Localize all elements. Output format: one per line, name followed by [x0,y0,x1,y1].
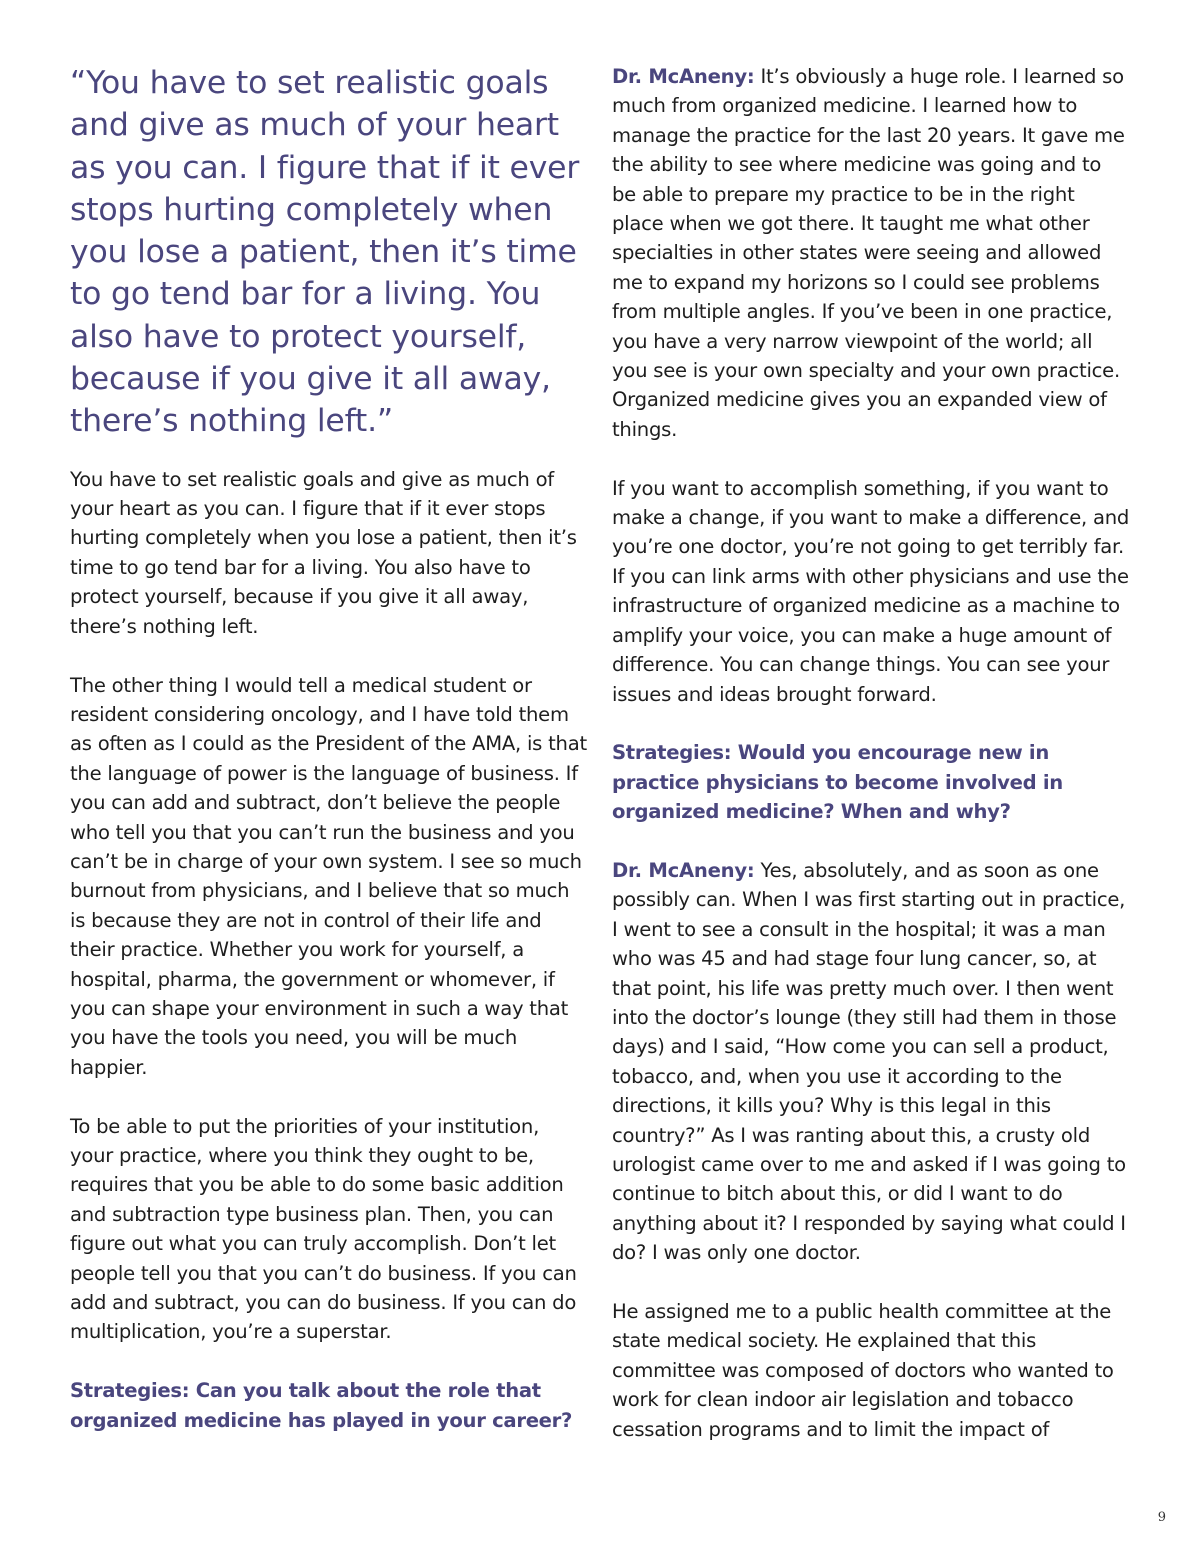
answer-text: It’s obviously a huge role. I learned so much from organized medicine. I learned how to manage the practice for the last 20 years. It gave me the ability to see where medicine was going and to be able to prepare my practice to be in the right place when we got there. It taught me what other specialties in other states were seeing and allowed me to expand my horizons so I could see problems from multiple angles. If you’ve been in one practice, you have a very narrow viewpoint of the world; all you see is your own specialty and your own practice. Organized medicine gives you an expanded view of things. [612,65,1125,441]
speaker-label: Dr. McAneny: [612,65,755,88]
interview-question: Strategies: Can you talk about the role that organized medicine has played in your career? [70,1379,573,1432]
body-paragraph: You have to set realistic goals and give as much of your heart as you can. I figure that if it ever stops hurting completely when you lose a patient, then it’s time to go tend bar for a living. You also have to protect yourself, because if you give it all away, there’s nothing left. [70,467,577,638]
answer-text: Yes, absolutely, and as soon as one possibly can. When I was first starting out in practice, I went to see a consult in the hospital; it was a man who was 45 and had stage four lung cancer, so, at that point, his life was pretty much over. I then went into the doctor’s lounge (they still had them in those days) and I said, “How come you can sell a product, tobacco, and, when you use it according to the directions, it kills you? Why is this legal in this country?” As I was ranting about this, a crusty old urologist came over to me and asked if I was going to continue to bitch about this, or did I want to do anything about it? I responded by saying what could I do? I was only one doctor. [612,858,1126,1265]
body-paragraph: To be able to put the priorities of your institution, your practice, where you think they ought to be, requires that you be able to do some basic addition and subtraction type business plan. Then, you can figure out what you can truly accomplish. Don’t let people tell you that you can’t do business. If you can add and subtract, you can do business. If you can do multiplication, you’re a superstar. [70,1114,577,1344]
body-paragraph: If you want to accomplish something, if you want to make a change, if you want to make a difference, and you’re one doctor, you’re not going to get terribly far. If you can link arms with other physicians and use the infrastructure of organized medicine as a machine to amplify your voice, you can make a huge amount of difference. You can change things. You can see your issues and ideas brought forward. [612,476,1130,706]
body-paragraph: He assigned me to a public health committee at the state medical society. He explained that this committee was composed of doctors who wanted to work for clean indoor air legislation and tobacco cessation programs and to limit the impact of [612,1300,1114,1441]
interview-answer [612,856,1130,1268]
right-column [612,62,1130,1473]
interview-answer [612,62,1130,444]
body-paragraph: The other thing I would tell a medical student or resident considering oncology, and I have told them as often as I could as the President of the AMA, is that the language of power is the language of business. If you can add and subtract, don’t believe the people who tell you that you can’t run the business and you can’t be in charge of your own system. I see so much burnout from physicians, and I believe that so much is because they are not in control of their life and their practice. Whether you work for yourself, a hospital, pharma, the government or whomever, if you can shape your environment in such a way that you have the tools you need, you will be much happier. [70,673,587,1079]
speaker-label: Dr. McAneny: [612,858,755,882]
left-column [70,62,588,1464]
page-number: 9 [1157,1510,1166,1525]
interview-question: Strategies: Would you encourage new in practice physicians to become involved in organized medicine? When and why? [612,741,1063,824]
pull-quote: “You have to set realistic goals and give as much of your heart as you can. I figure that if it ever stops hurting completely when you lose a patient, then it’s time to go tend bar for a living. You also have to protect yourself, because if you give it all away, there’s nothing left.” [70,65,580,440]
